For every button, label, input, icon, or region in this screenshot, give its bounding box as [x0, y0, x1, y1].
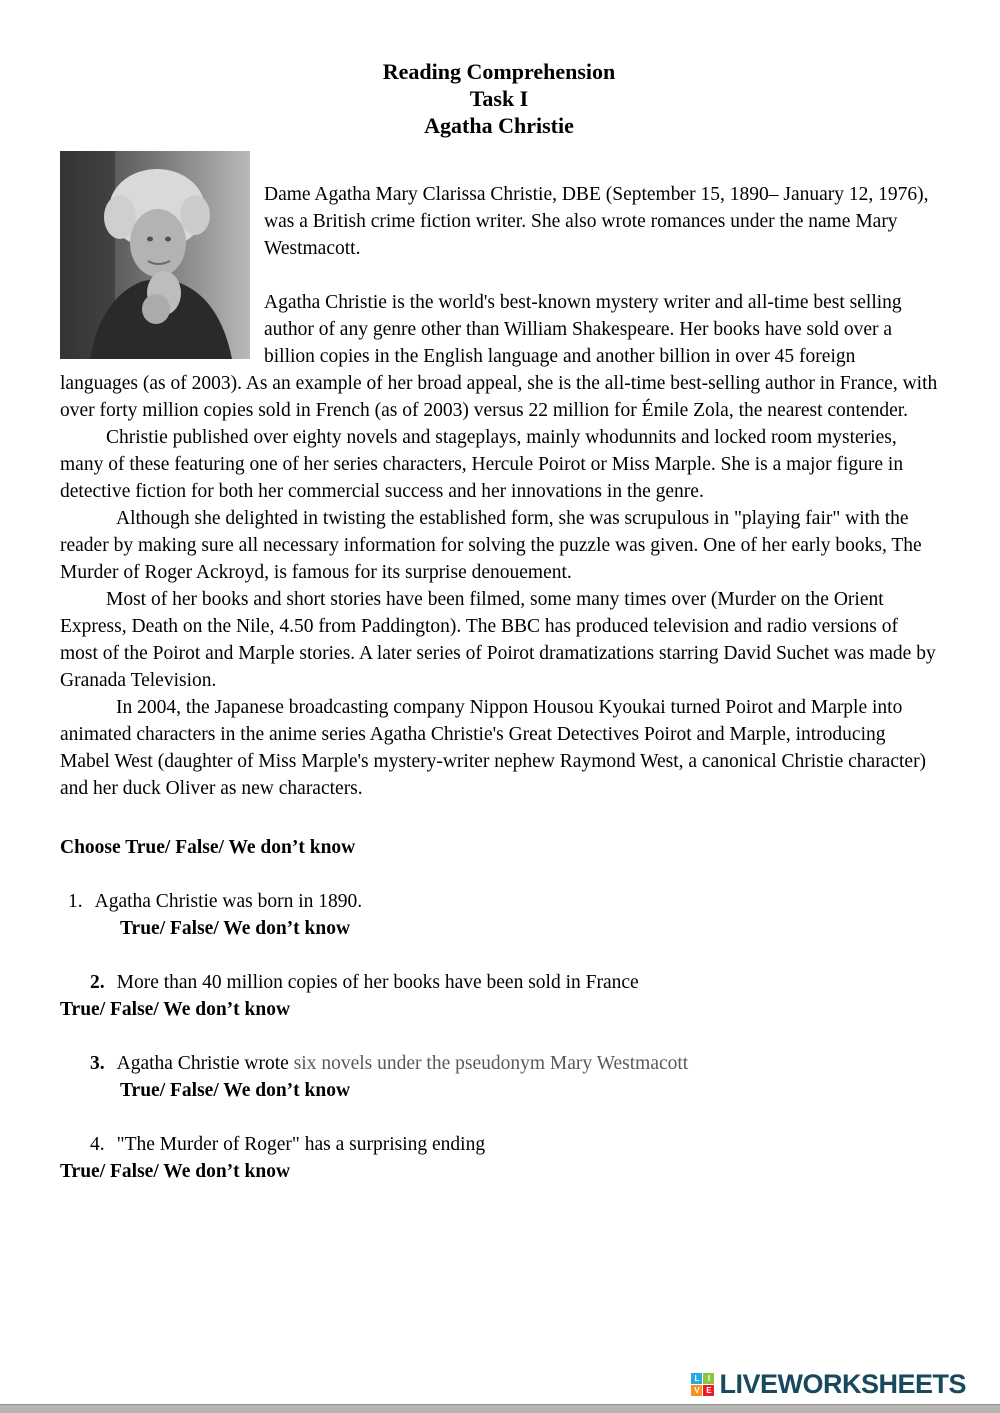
logo-tile-i: I — [703, 1373, 714, 1384]
question-2-options[interactable]: True/ False/ We don’t know — [60, 999, 291, 1020]
agatha-christie-photo — [60, 151, 250, 359]
paragraph-3: Christie published over eighty novels and stageplays, mainly whodunnits and locked room mysteries, many of these featuring one of her series characters, Hercule Poirot or Miss Marple. She is a major figure in detective fiction for both her commercial success and her innovations in the genre. — [60, 427, 904, 502]
question-4-number: 4. — [90, 1134, 105, 1155]
next-page-edge — [0, 1404, 1000, 1413]
question-2 — [60, 969, 938, 1023]
question-4-text: "The Murder of Roger" has a surprising ending — [116, 1134, 486, 1155]
question-1-text-line — [60, 888, 938, 915]
paragraph-6: In 2004, the Japanese broadcasting company Nippon Housou Kyoukai turned Poirot and Marple into animated characters in the anime series Agatha Christie's Great Detectives Poirot and Marple, introducing Mabel West (daughter of Miss Marple's mystery-writer nephew Raymond West, a canonical Christie character) and her duck Oliver as new characters. — [60, 697, 927, 799]
question-4-text-line — [60, 1131, 938, 1158]
question-4-options[interactable]: True/ False/ We don’t know — [60, 1161, 291, 1182]
liveworksheets-logo-icon — [691, 1373, 714, 1396]
question-3-options[interactable]: True/ False/ We don’t know — [120, 1080, 351, 1101]
logo-tile-l: L — [691, 1373, 702, 1384]
reading-passage — [60, 151, 938, 802]
question-3-number: 3. — [90, 1053, 105, 1074]
question-4 — [60, 1131, 938, 1185]
question-1-options[interactable]: True/ False/ We don’t know — [120, 918, 351, 939]
paragraph-1: Dame Agatha Mary Clarissa Christie, DBE (September 15, 1890– January 12, 1976), was a British crime fiction writer. She also wrote romances under the name Mary Westmacott. — [264, 184, 929, 259]
question-2-text-line — [60, 969, 938, 996]
title-line-1: Reading Comprehension — [382, 59, 616, 84]
question-1-text: Agatha Christie was born in 1890. — [94, 891, 363, 912]
worksheet-title — [60, 58, 938, 139]
questions-section — [60, 834, 938, 1185]
logo-tile-e: E — [703, 1385, 714, 1396]
paragraph-5: Most of her books and short stories have been filmed, some many times over (Murder on the Orient Express, Death on the Nile, 4.50 from Paddington). The BBC has produced television and radio versions of most of the Poirot and Marple stories. A later series of Poirot dramatizations starring David Suchet was made by Granada Television. — [60, 589, 936, 691]
question-3-text-black: Agatha Christie wrote — [116, 1053, 294, 1074]
task-heading: Choose True/ False/ We don’t know — [60, 837, 356, 858]
paragraph-4: Although she delighted in twisting the established form, she was scrupulous in "playing fair" with the reader by making sure all necessary information for solving the puzzle was given. One of her early books, The Murder of Roger Ackroyd, is famous for its surprise denouement. — [60, 508, 922, 583]
question-2-text: More than 40 million copies of her books have been sold in France — [116, 972, 639, 993]
logo-tile-v: V — [691, 1385, 702, 1396]
title-line-3: Agatha Christie — [424, 113, 574, 138]
liveworksheets-footer[interactable] — [691, 1369, 966, 1400]
question-3-text-line — [60, 1050, 938, 1077]
question-2-number: 2. — [90, 972, 105, 993]
question-1-number: 1. — [68, 891, 83, 912]
question-3 — [60, 1050, 938, 1104]
question-1 — [60, 888, 938, 942]
paragraph-2: Agatha Christie is the world's best-known mystery writer and all-time best selling author of any genre other than William Shakespeare. Her books have sold over a billion copies in the English language and another billion in over 45 foreign languages (as of 2003). As an example of her broad appeal, she is the all-time best-selling author in France, with over forty million copies sold in French (as of 2003) versus 22 million for Émile Zola, the nearest contender. — [60, 292, 938, 421]
liveworksheets-wordmark: LIVEWORKSHEETS — [719, 1369, 966, 1399]
title-line-2: Task I — [469, 86, 529, 111]
question-3-text-gray: six novels under the pseudonym Mary Westmacott — [293, 1053, 689, 1074]
